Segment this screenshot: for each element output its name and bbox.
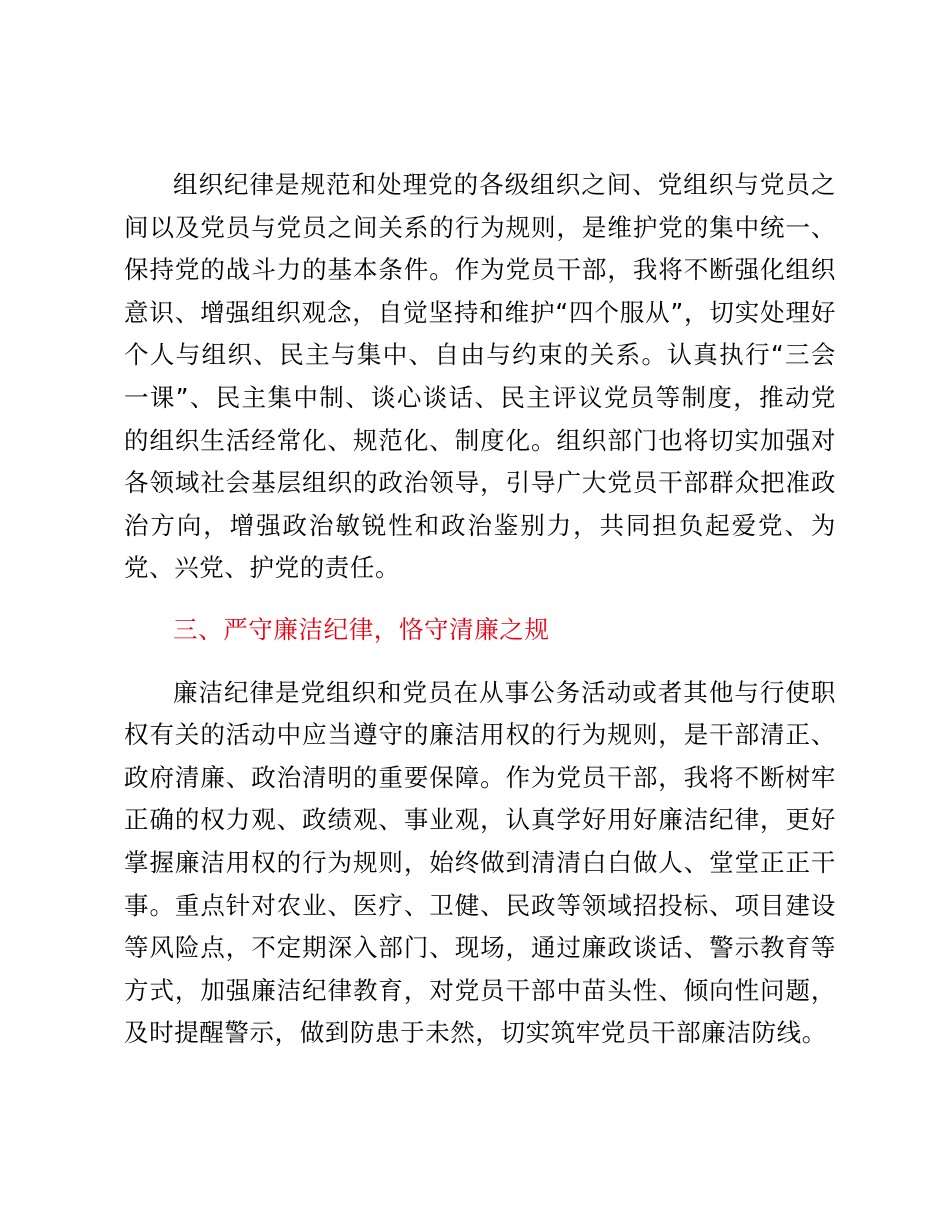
paragraph-organizational-discipline: 组织纪律是规范和处理党的各级组织之间、党组织与党员之间以及党员与党员之间关系的行为规则，是维护党的集中统一、保持党的战斗力的基本条件。作为党员干部，我将不断强化组织意识、增强组织观念，自觉坚持和维护“四个服从”，切实处理好个人与组织、民主与集中、自由与约束的关系。认真执行“三会一课”、民主集中制、谈心谈话、民主评议党员等制度，推动党的组织生活经常化、规范化、制度化。组织部门也将切实加强对各领域社会基层组织的政治领导，引导广大党员干部群众把准政治方向，增强政治敏锐性和政治鉴别力，共同担负起爱党、为党、兴党、护党的责任。 xyxy=(124,170,836,583)
paragraph-integrity-discipline: 廉洁纪律是党组织和党员在从事公务活动或者其他与行使职权有关的活动中应当遵守的廉洁用权的行为规则，是干部清正、政府清廉、政治清明的重要保障。作为党员干部，我将不断树牢正确的权力观、政绩观、事业观，认真学好用好廉洁纪律，更好掌握廉洁用权的行为规则，始终做到清清白白做人、堂堂正正干事。重点针对农业、医疗、卫健、民政等领域招投标、项目建设等风险点，不定期深入部门、现场，通过廉政谈话、警示教育等方式，加强廉洁纪律教育，对党员干部中苗头性、倾向性问题，及时提醒警示，做到防患于未然，切实筑牢党员干部廉洁防线。 xyxy=(124,677,836,1048)
section-heading-integrity-discipline: 三、严守廉洁纪律，恪守清廉之规 xyxy=(173,614,550,644)
document-body xyxy=(124,164,836,1055)
paragraph-spacer xyxy=(124,652,836,672)
paragraph-spacer xyxy=(124,590,836,609)
